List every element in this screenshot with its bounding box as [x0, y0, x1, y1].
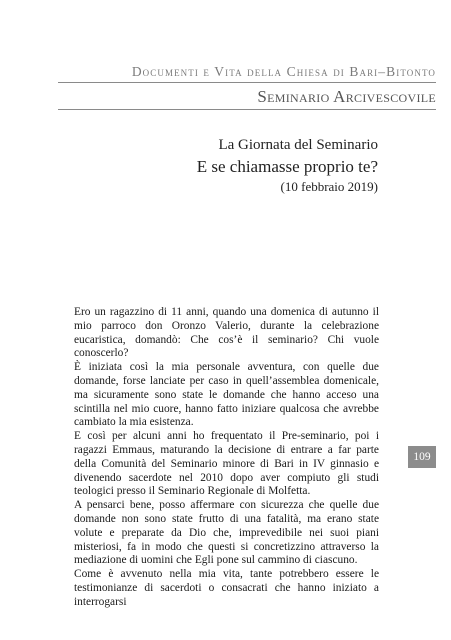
article-date: (10 febbraio 2019)	[280, 179, 378, 194]
body-paragraph: È iniziata così la mia personale avventura, con quelle due domande, forse lanciate per caso in quell’assemblea domenicale, ma sicuramente sono state le domande che hanno acceso una scintilla nel mio cuore, hanno fatto iniziare qualcosa che avrebbe cambiato la mia esistenza.	[74, 361, 379, 429]
article-occasion: La Giornata del Seminario	[218, 137, 378, 153]
page-number: 109	[408, 446, 436, 468]
running-head: Documenti e Vita della Chiesa di Bari–Bitonto	[131, 64, 436, 79]
body-paragraph: Ero un ragazzino di 11 anni, quando una domenica di autunno il mio parroco don Oronzo Valerio, durante la celebrazione eucaristica, domandò: Che cos’è il seminario? Chi vuole conoscerlo?	[74, 306, 379, 360]
header-rule-bottom	[58, 109, 436, 110]
header-rule-top	[58, 82, 436, 83]
body-paragraph: A pensarci bene, posso affermare con sicurezza che quelle due domande non sono state frutto di una fatalità, ma erano state volute e preparate da Dio che, imprevedibile nei suoi piani misteriosi, fa in modo che questi si concretizzino attraverso la mediazione di uomini che Egli pone sul cammino di ciascuno.	[74, 499, 379, 567]
body-paragraph: E così per alcuni anni ho frequentato il Pre-seminario, poi i ragazzi Emmaus, maturando la decisione di entrare a far parte della Comunità del Seminario minore di Bari in IV ginnasio e divenendo sacerdote nel 2010 dopo aver compiuto gli studi teologici presso il Seminario Regionale di Molfetta.	[74, 430, 379, 498]
body-text	[74, 306, 379, 610]
article-title: E se chiamasse proprio te?	[196, 157, 378, 176]
body-paragraph: Come è avvenuto nella mia vita, tante potrebbero essere le testimonianze di sacerdoti o consacrati che hanno iniziato a interrogarsi	[74, 568, 379, 608]
section-title: Seminario Arcivescovile	[257, 87, 436, 106]
